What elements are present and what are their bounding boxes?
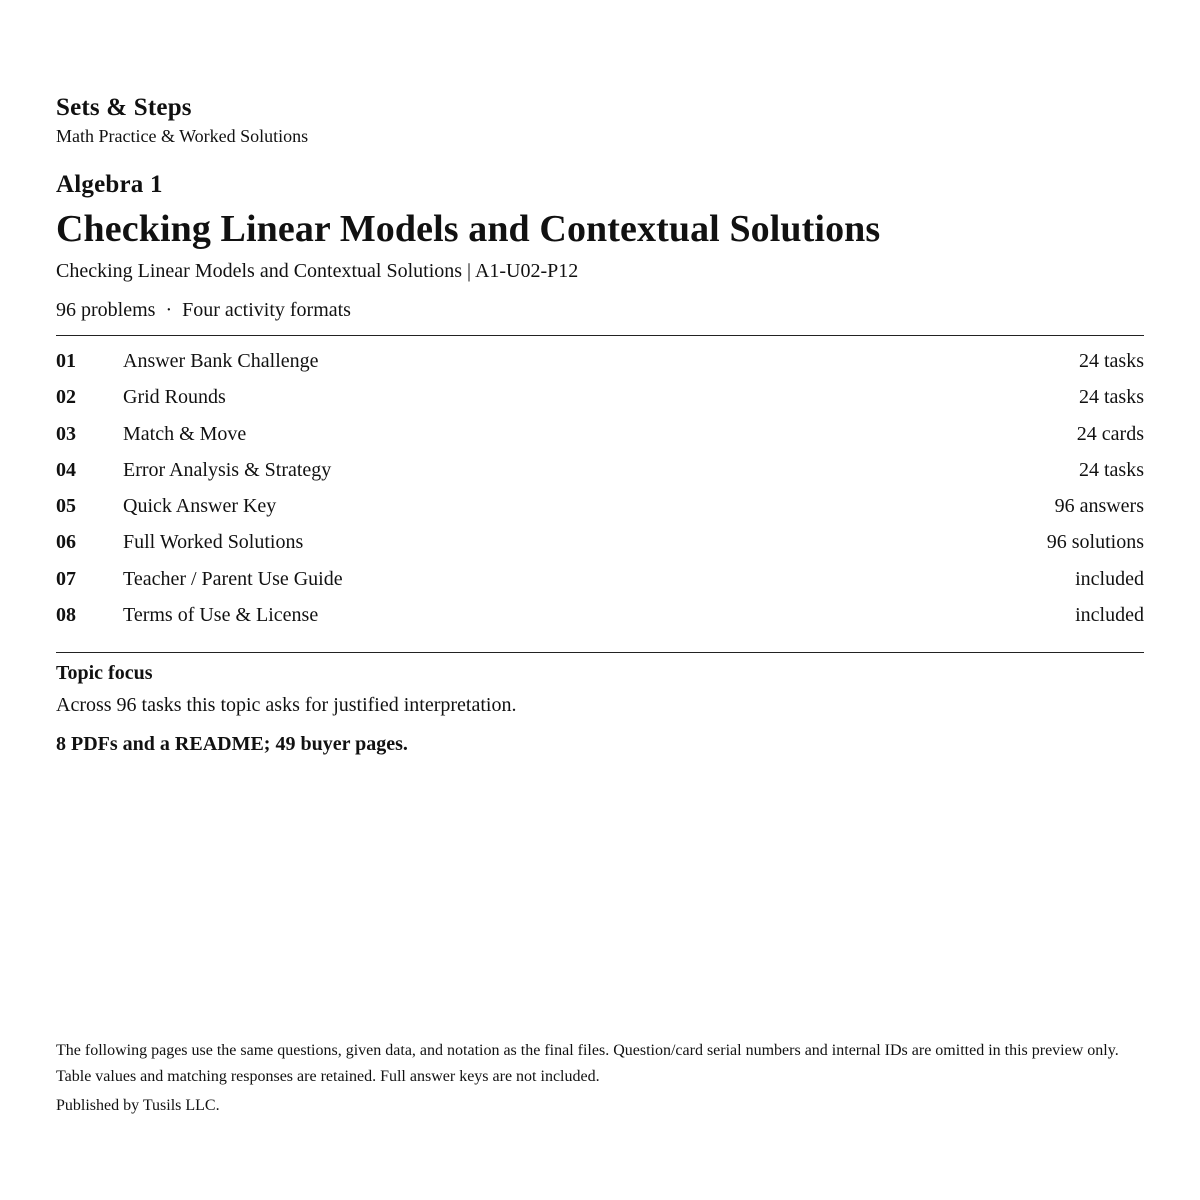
product-cover-page — [56, 0, 1144, 1200]
contents-row — [56, 452, 1144, 488]
contents-number: 05 — [56, 495, 76, 518]
contents-number: 04 — [56, 458, 76, 481]
meta-separator: · — [165, 299, 173, 321]
publisher-credit: Published by Tusils LLC. — [56, 1097, 220, 1114]
contents-row — [56, 488, 1144, 524]
contents-number: 02 — [56, 386, 76, 409]
contents-row — [56, 561, 1144, 597]
contents-number: 08 — [56, 604, 76, 627]
contents-count: included — [1075, 604, 1144, 627]
contents-row — [56, 524, 1144, 560]
contents-label: Error Analysis & Strategy — [123, 458, 332, 481]
contents-count: 24 tasks — [1079, 458, 1144, 481]
contents-label: Quick Answer Key — [123, 495, 277, 518]
contents-row — [56, 597, 1144, 633]
topic-focus-text: Across 96 tasks this topic asks for justified interpretation. — [56, 694, 517, 716]
contents-list — [56, 343, 1144, 633]
problem-count: 96 problems — [56, 299, 156, 321]
contents-count: 24 cards — [1076, 422, 1144, 445]
contents-row — [56, 379, 1144, 415]
contents-row — [56, 343, 1144, 379]
contents-bottom-divider — [56, 652, 1144, 653]
contents-label: Match & Move — [123, 422, 247, 445]
contents-count: included — [1075, 567, 1144, 590]
contents-label: Full Worked Solutions — [123, 531, 304, 554]
contents-count: 96 solutions — [1046, 531, 1144, 554]
course-name: Algebra 1 — [56, 171, 163, 198]
contents-top-divider — [56, 335, 1144, 336]
page-subtitle: Checking Linear Models and Contextual Solutions | A1-U02-P12 — [56, 260, 579, 282]
contents-number: 06 — [56, 531, 76, 554]
topic-focus-heading: Topic focus — [56, 662, 153, 684]
contents-number: 03 — [56, 422, 76, 445]
contents-count: 24 tasks — [1079, 350, 1144, 372]
format-count: Four activity formats — [182, 299, 351, 321]
contents-label: Terms of Use & License — [123, 604, 319, 627]
files-note: 8 PDFs and a README; 49 buyer pages. — [56, 733, 408, 755]
contents-label: Grid Rounds — [123, 386, 226, 409]
contents-number: 01 — [56, 350, 76, 372]
brand-tagline: Math Practice & Worked Solutions — [56, 126, 309, 146]
product-meta — [56, 299, 351, 322]
brand-name: Sets & Steps — [56, 94, 192, 121]
contents-row — [56, 416, 1144, 452]
contents-count: 24 tasks — [1079, 386, 1144, 409]
contents-count: 96 answers — [1054, 495, 1144, 518]
contents-label: Answer Bank Challenge — [123, 350, 319, 372]
contents-number: 07 — [56, 567, 76, 590]
contents-label: Teacher / Parent Use Guide — [123, 567, 343, 590]
preview-disclaimer: The following pages use the same questions, given data, and notation as the final files. Question/card serial numbers and internal IDs are omitted in this preview only. Table values and matching responses are retained. Full answer keys are not included. — [56, 1042, 1119, 1085]
page-title: Checking Linear Models and Contextual Solutions — [56, 208, 881, 250]
